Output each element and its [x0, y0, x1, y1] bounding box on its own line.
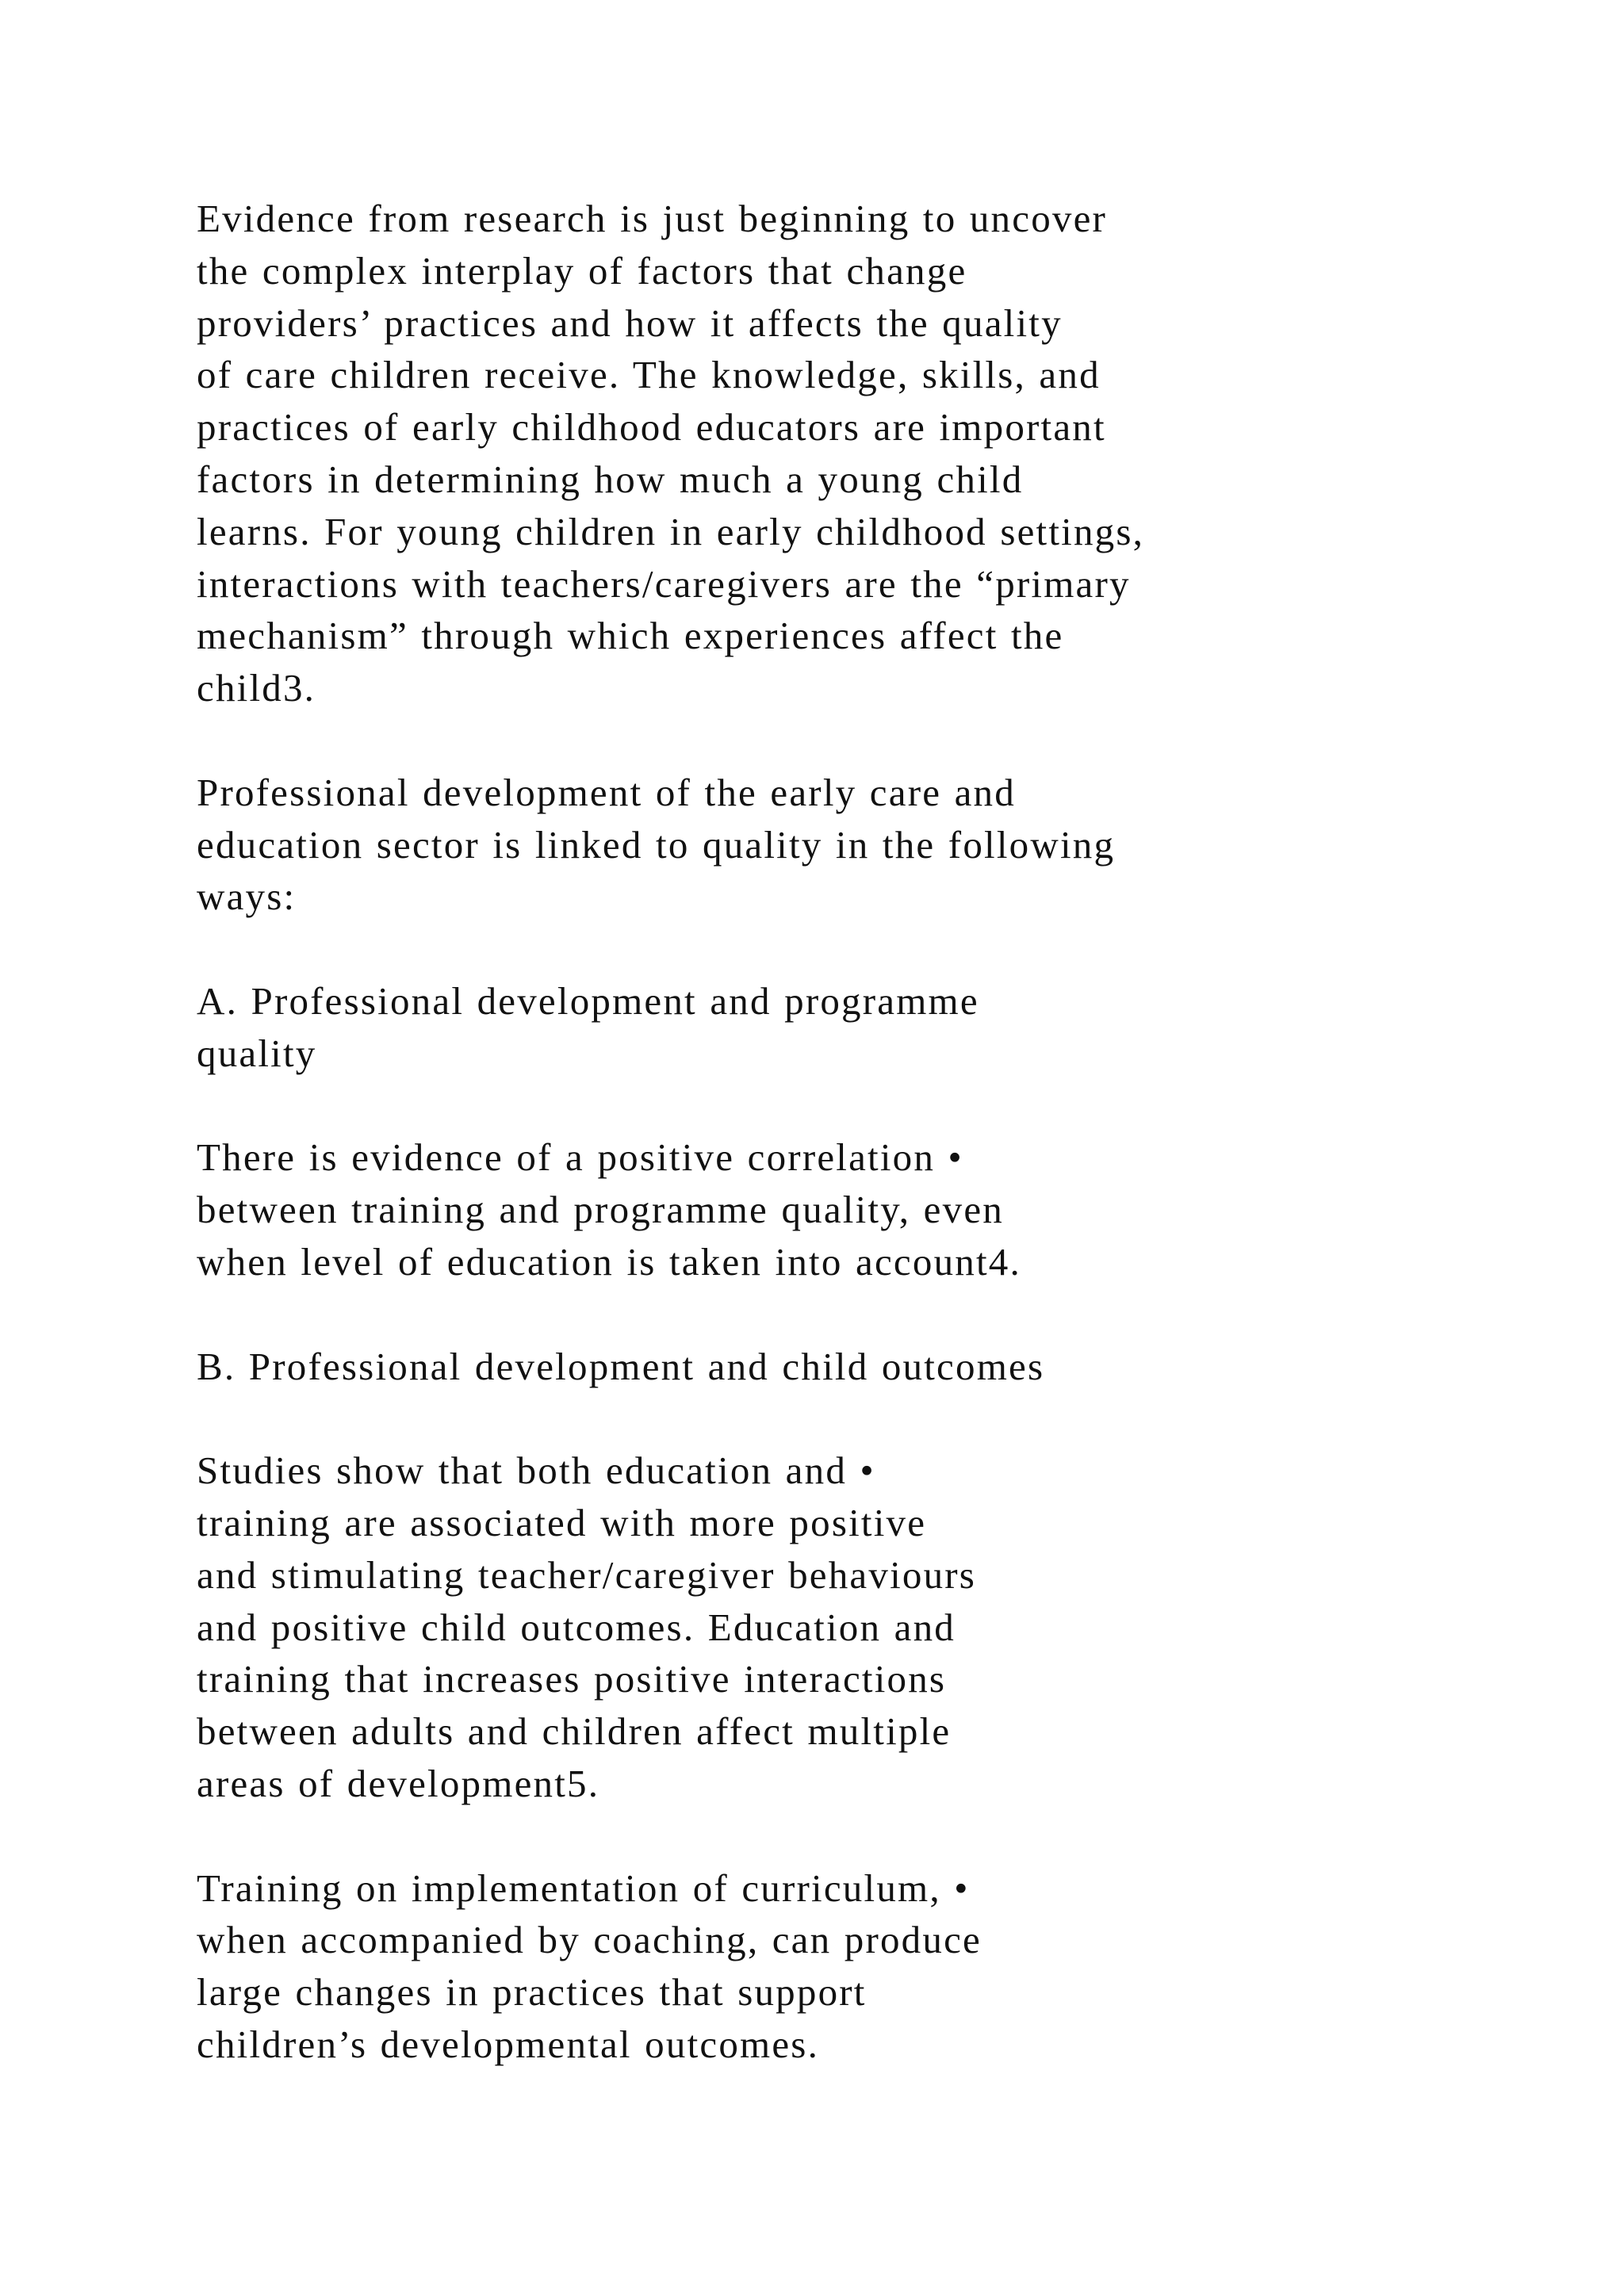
text-line: areas of development5.	[197, 1761, 600, 1805]
text-line: learns. For young children in early childhood settings,	[197, 509, 1145, 553]
text-line: child3.	[197, 666, 316, 710]
section-heading-b	[197, 1341, 1545, 1393]
text-line: Evidence from research is just beginning to uncover	[197, 197, 1108, 240]
text-line: training are associated with more positive	[197, 1500, 927, 1544]
paragraph-studies	[197, 1445, 1545, 1810]
text-line: and stimulating teacher/caregiver behaviours	[197, 1552, 977, 1597]
text-line: education sector is linked to quality in the following	[197, 822, 1116, 867]
text-line: quality	[197, 1031, 317, 1075]
text-line: B. Professional development and child outcomes	[197, 1344, 1045, 1388]
text-line: providers’ practices and how it affects the quality	[197, 300, 1063, 345]
text-line: between adults and children affect multiple	[197, 1709, 952, 1754]
text-line: training that increases positive interactions	[197, 1657, 947, 1701]
text-line: interactions with teachers/caregivers are the “primary	[197, 561, 1131, 606]
paragraph-curriculum-training	[197, 1862, 1545, 2071]
text-line: Studies show that both education and •	[197, 1448, 875, 1493]
text-line: of care children receive. The knowledge, skills, and	[197, 353, 1101, 397]
text-line: when level of education is taken into account4.	[197, 1239, 1021, 1284]
text-line: between training and programme quality, even	[197, 1188, 1004, 1232]
text-line: large changes in practices that support	[197, 1970, 867, 2015]
text-line: mechanism” through which experiences affect the	[197, 614, 1064, 658]
text-line: children’s developmental outcomes.	[197, 2022, 820, 2066]
text-line: factors in determining how much a young child	[197, 457, 1024, 501]
text-line: A. Professional development and programme	[197, 978, 979, 1023]
paragraph-linkage	[197, 767, 1545, 923]
text-line: and positive child outcomes. Education and	[197, 1605, 956, 1649]
text-line: ways:	[197, 874, 297, 919]
section-heading-a	[197, 975, 1545, 1080]
text-line: practices of early childhood educators are important	[197, 405, 1106, 450]
document-body	[197, 193, 1545, 2122]
paragraph-correlation	[197, 1131, 1545, 1288]
text-line: Training on implementation of curriculum, •	[197, 1866, 970, 1910]
text-line: when accompanied by coaching, can produce	[197, 1918, 982, 1962]
text-line: Professional development of the early care and	[197, 770, 1016, 814]
text-line: There is evidence of a positive correlation •	[197, 1135, 963, 1180]
text-line: the complex interplay of factors that change	[197, 248, 967, 293]
paragraph-intro	[197, 193, 1545, 714]
